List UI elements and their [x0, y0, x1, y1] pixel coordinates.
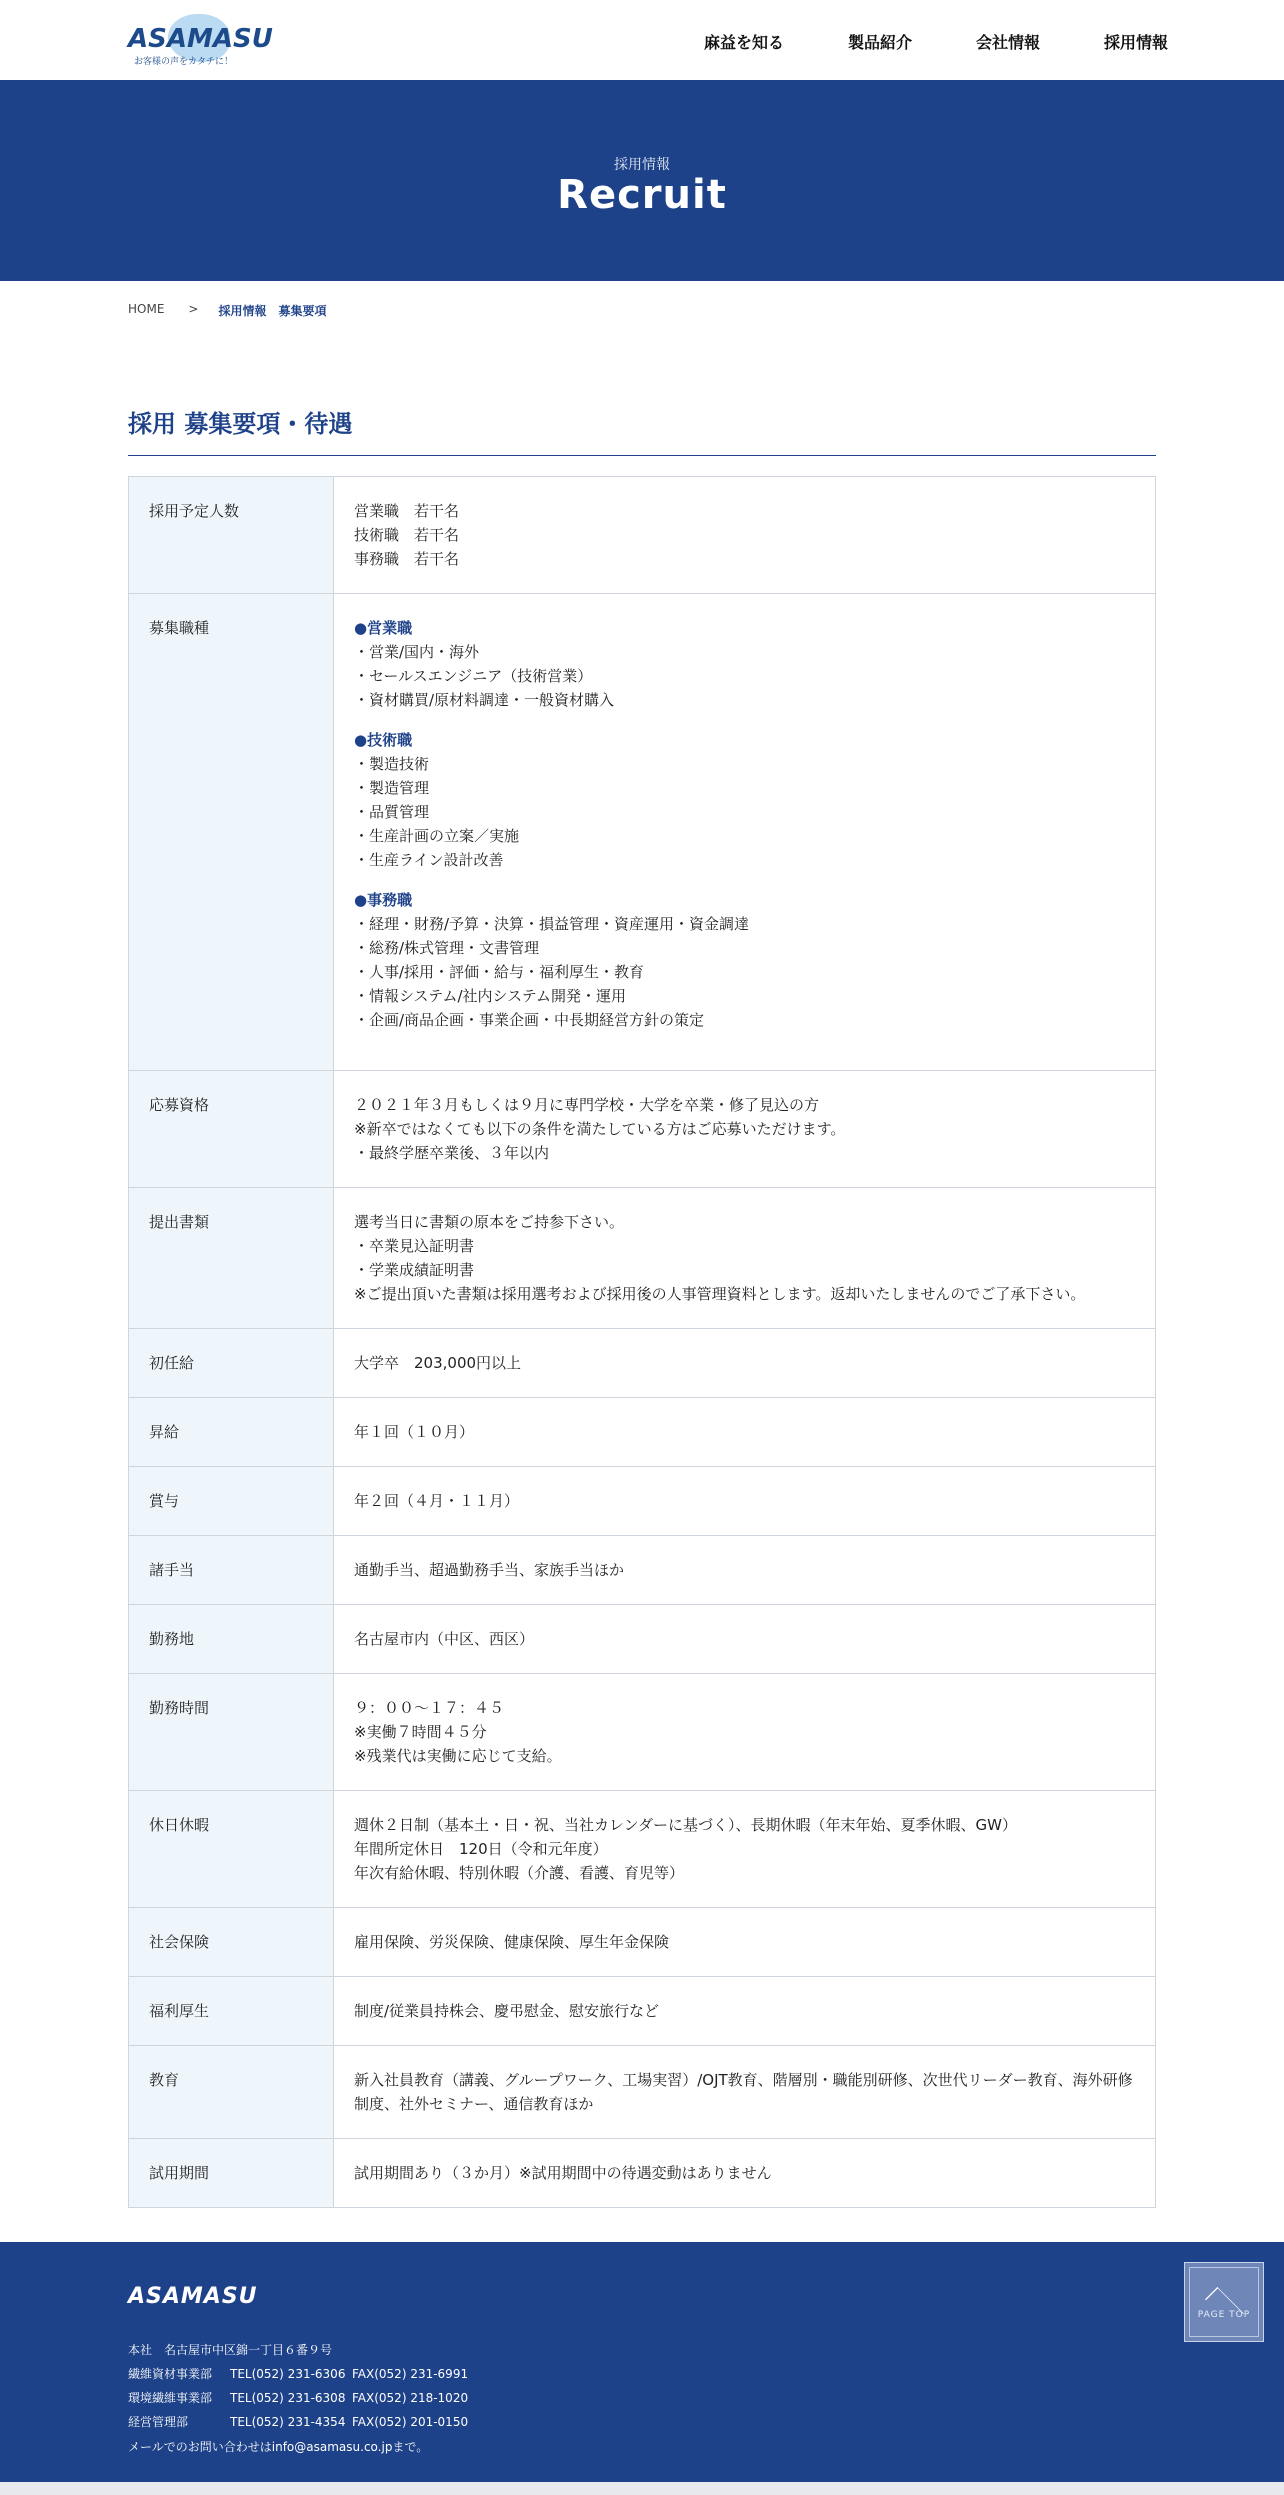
value-line: 制度/従業員持株会、慶弔慰金、慰安旅行など: [354, 2002, 660, 2020]
hero-title: Recruit: [557, 172, 727, 218]
value-line: ・セールスエンジニア（技術営業）: [354, 667, 593, 685]
value-line: ・総務/株式管理・文書管理: [354, 939, 540, 957]
site-footer: [0, 2242, 1284, 2482]
job-category-heading: ●営業職: [354, 619, 413, 637]
value-line: 通勤手当、超過勤務手当、家族手当ほか: [354, 1561, 625, 1579]
value-line: ・情報システム/社内システム開発・運用: [354, 987, 627, 1005]
job-category-heading: ●事務職: [354, 891, 413, 909]
logo-text: ASAMASU: [128, 24, 273, 54]
dept-tel: TEL(052) 231-6306: [230, 2367, 346, 2381]
table-row: [129, 1329, 1156, 1398]
row-label: 試用期間: [129, 2139, 334, 2208]
table-row: [129, 1071, 1156, 1188]
value-line: 事務職 若干名: [354, 550, 460, 568]
value-line: ・資材購買/原材料調達・一般資材購入: [354, 691, 615, 709]
nav-item-recruit[interactable]: 採用情報: [1103, 33, 1168, 52]
table-row: [129, 1467, 1156, 1536]
table-row: [129, 1398, 1156, 1467]
row-label: 賞与: [129, 1467, 334, 1536]
dept-name: 繊維資材事業部: [128, 2367, 213, 2381]
row-value: [334, 477, 1156, 594]
row-value: [334, 594, 1156, 1071]
value-line: 年１回（１０月）: [354, 1423, 475, 1441]
value-line: ・学業成績証明書: [354, 1261, 475, 1279]
value-line: ・人事/採用・評価・給与・福利厚生・教育: [354, 963, 645, 981]
value-line: ・品質管理: [354, 803, 430, 821]
value-line: ※新卒ではなくても以下の条件を満たしている方はご応募いただけます。: [354, 1120, 846, 1138]
chevron-up-icon: [1204, 2284, 1244, 2304]
dept-tel: TEL(052) 231-4354: [230, 2415, 346, 2429]
footer-logo[interactable]: ASAMASU: [128, 2284, 258, 2309]
value-line: 営業職 若干名: [354, 502, 460, 520]
footer-address: 本社 名古屋市中区錦一丁目６番９号: [128, 2343, 333, 2357]
value-line: 試用期間あり（３か月）※試用期間中の待遇変動はありません: [354, 2164, 772, 2182]
requirements-table: [128, 476, 1156, 2208]
table-row: [129, 1188, 1156, 1329]
job-category-sales: [354, 616, 1135, 712]
value-line: 年間所定休日 120日（令和元年度）: [354, 1840, 608, 1858]
value-line: 雇用保険、労災保険、健康保険、厚生年金保険: [354, 1933, 670, 1951]
dept-fax: FAX(052) 201-0150: [352, 2415, 469, 2429]
row-label: 初任給: [129, 1329, 334, 1398]
value-line: ２０２１年３月もしくは９月に専門学校・大学を卒業・修了見込の方: [354, 1096, 820, 1114]
value-line: 新入社員教育（講義、グループワーク、工場実習）/OJT教育、階層別・職能別研修、次世代リーダー教育、海外研修制度、社外セミナー、通信教育ほか: [354, 2071, 1133, 2113]
row-label: 募集職種: [129, 594, 334, 1071]
breadcrumb-current: 採用情報 募集要項: [218, 304, 327, 318]
row-value: [334, 1467, 1156, 1536]
section-title: 採用 募集要項・待遇: [128, 410, 353, 438]
value-line: 年次有給休暇、特別休暇（介護、看護、育児等）: [354, 1864, 685, 1882]
table-row: [129, 1536, 1156, 1605]
footer-mail-note: メールでのお問い合わせはinfo@asamasu.co.jpまで。: [128, 2440, 429, 2454]
row-label: 採用予定人数: [129, 477, 334, 594]
value-line: ・製造管理: [354, 779, 430, 797]
row-value: [334, 2139, 1156, 2208]
value-line: 大学卒 203,000円以上: [354, 1354, 522, 1372]
row-value: [334, 1071, 1156, 1188]
nav-item-company[interactable]: 会社情報: [975, 33, 1040, 52]
table-row: [129, 1977, 1156, 2046]
row-value: [334, 1908, 1156, 1977]
value-line: 技術職 若干名: [354, 526, 460, 544]
breadcrumb-home-link[interactable]: HOME: [128, 302, 165, 316]
hero-subtitle: 採用情報: [614, 157, 670, 173]
row-value: [334, 1977, 1156, 2046]
job-category-office: [354, 888, 1135, 1032]
value-line: ・卒業見込証明書: [354, 1237, 475, 1255]
value-line: ・生産計画の立案／実施: [354, 827, 520, 845]
site-logo[interactable]: [128, 14, 273, 68]
table-row: [129, 1605, 1156, 1674]
job-category-heading: ●技術職: [354, 731, 413, 749]
row-label: 応募資格: [129, 1071, 334, 1188]
page-top-label: PAGE TOP: [1197, 2310, 1251, 2320]
value-line: ※実働７時間４５分: [354, 1723, 487, 1741]
value-line: ９：００〜１７：４５: [354, 1699, 505, 1717]
footer-dept-row: [128, 2410, 468, 2434]
footer-address-block: [128, 2338, 468, 2434]
value-line: ・企画/商品企画・事業企画・中長期経営方針の策定: [354, 1011, 705, 1029]
row-label: 教育: [129, 2046, 334, 2139]
table-row: [129, 1908, 1156, 1977]
row-value: [334, 1674, 1156, 1791]
dept-name: 経営管理部: [128, 2415, 189, 2429]
value-line: 選考当日に書類の原本をご持参下さい。: [354, 1213, 625, 1231]
row-label: 諸手当: [129, 1536, 334, 1605]
value-line: ・製造技術: [354, 755, 430, 773]
bottom-strip: [0, 2482, 1284, 2495]
row-value: [334, 1188, 1156, 1329]
table-row: [129, 1674, 1156, 1791]
table-row: [129, 2046, 1156, 2139]
table-row: [129, 477, 1156, 594]
dept-tel: TEL(052) 231-6308: [230, 2391, 346, 2405]
row-value: [334, 1536, 1156, 1605]
job-category-engineering: [354, 728, 1135, 872]
page-top-button[interactable]: [1184, 2262, 1264, 2342]
footer-dept-row: [128, 2386, 468, 2410]
row-label: 提出書類: [129, 1188, 334, 1329]
row-value: [334, 2046, 1156, 2139]
row-label: 社会保険: [129, 1908, 334, 1977]
row-label: 勤務地: [129, 1605, 334, 1674]
logo-tagline: お客様の声をカタチに！: [134, 57, 234, 67]
value-line: 年２回（４月・１１月）: [354, 1492, 520, 1510]
table-row: [129, 1791, 1156, 1908]
row-value: [334, 1398, 1156, 1467]
value-line: ※ご提出頂いた書類は採用選考および採用後の人事管理資料とします。返却いたしませんのでご了承下さい。: [354, 1285, 1086, 1303]
row-value: [334, 1791, 1156, 1908]
breadcrumb-separator: >: [188, 302, 199, 316]
value-line: ・最終学歴卒業後、３年以内: [354, 1144, 550, 1162]
dept-fax: FAX(052) 218-1020: [352, 2391, 469, 2405]
value-line: ※残業代は実働に応じて支給。: [354, 1747, 562, 1765]
value-line: ・生産ライン設計改善: [354, 851, 504, 869]
breadcrumb: [128, 302, 326, 319]
value-line: ・経理・財務/予算・決算・損益管理・資産運用・資金調達: [354, 915, 750, 933]
value-line: 週休２日制（基本土・日・祝、当社カレンダーに基づく）、長期休暇（年末年始、夏季休暇、GW）: [354, 1816, 1017, 1834]
hero-banner: [0, 80, 1284, 281]
row-label: 勤務時間: [129, 1674, 334, 1791]
site-header: [0, 0, 1284, 80]
main-nav: [704, 30, 1168, 53]
nav-item-products[interactable]: 製品紹介: [847, 33, 912, 52]
table-row: [129, 2139, 1156, 2208]
nav-item-about[interactable]: 麻益を知る: [703, 33, 784, 52]
row-label: 福利厚生: [129, 1977, 334, 2046]
row-value: [334, 1329, 1156, 1398]
dept-fax: FAX(052) 231-6991: [352, 2367, 469, 2381]
value-line: 名古屋市内（中区、西区）: [354, 1630, 535, 1648]
row-label: 休日休暇: [129, 1791, 334, 1908]
footer-dept-row: [128, 2362, 468, 2386]
table-row: [129, 594, 1156, 1071]
section-divider: [128, 455, 1156, 456]
row-label: 昇給: [129, 1398, 334, 1467]
row-value: [334, 1605, 1156, 1674]
dept-name: 環境繊維事業部: [128, 2391, 213, 2405]
value-line: ・営業/国内・海外: [354, 643, 480, 661]
